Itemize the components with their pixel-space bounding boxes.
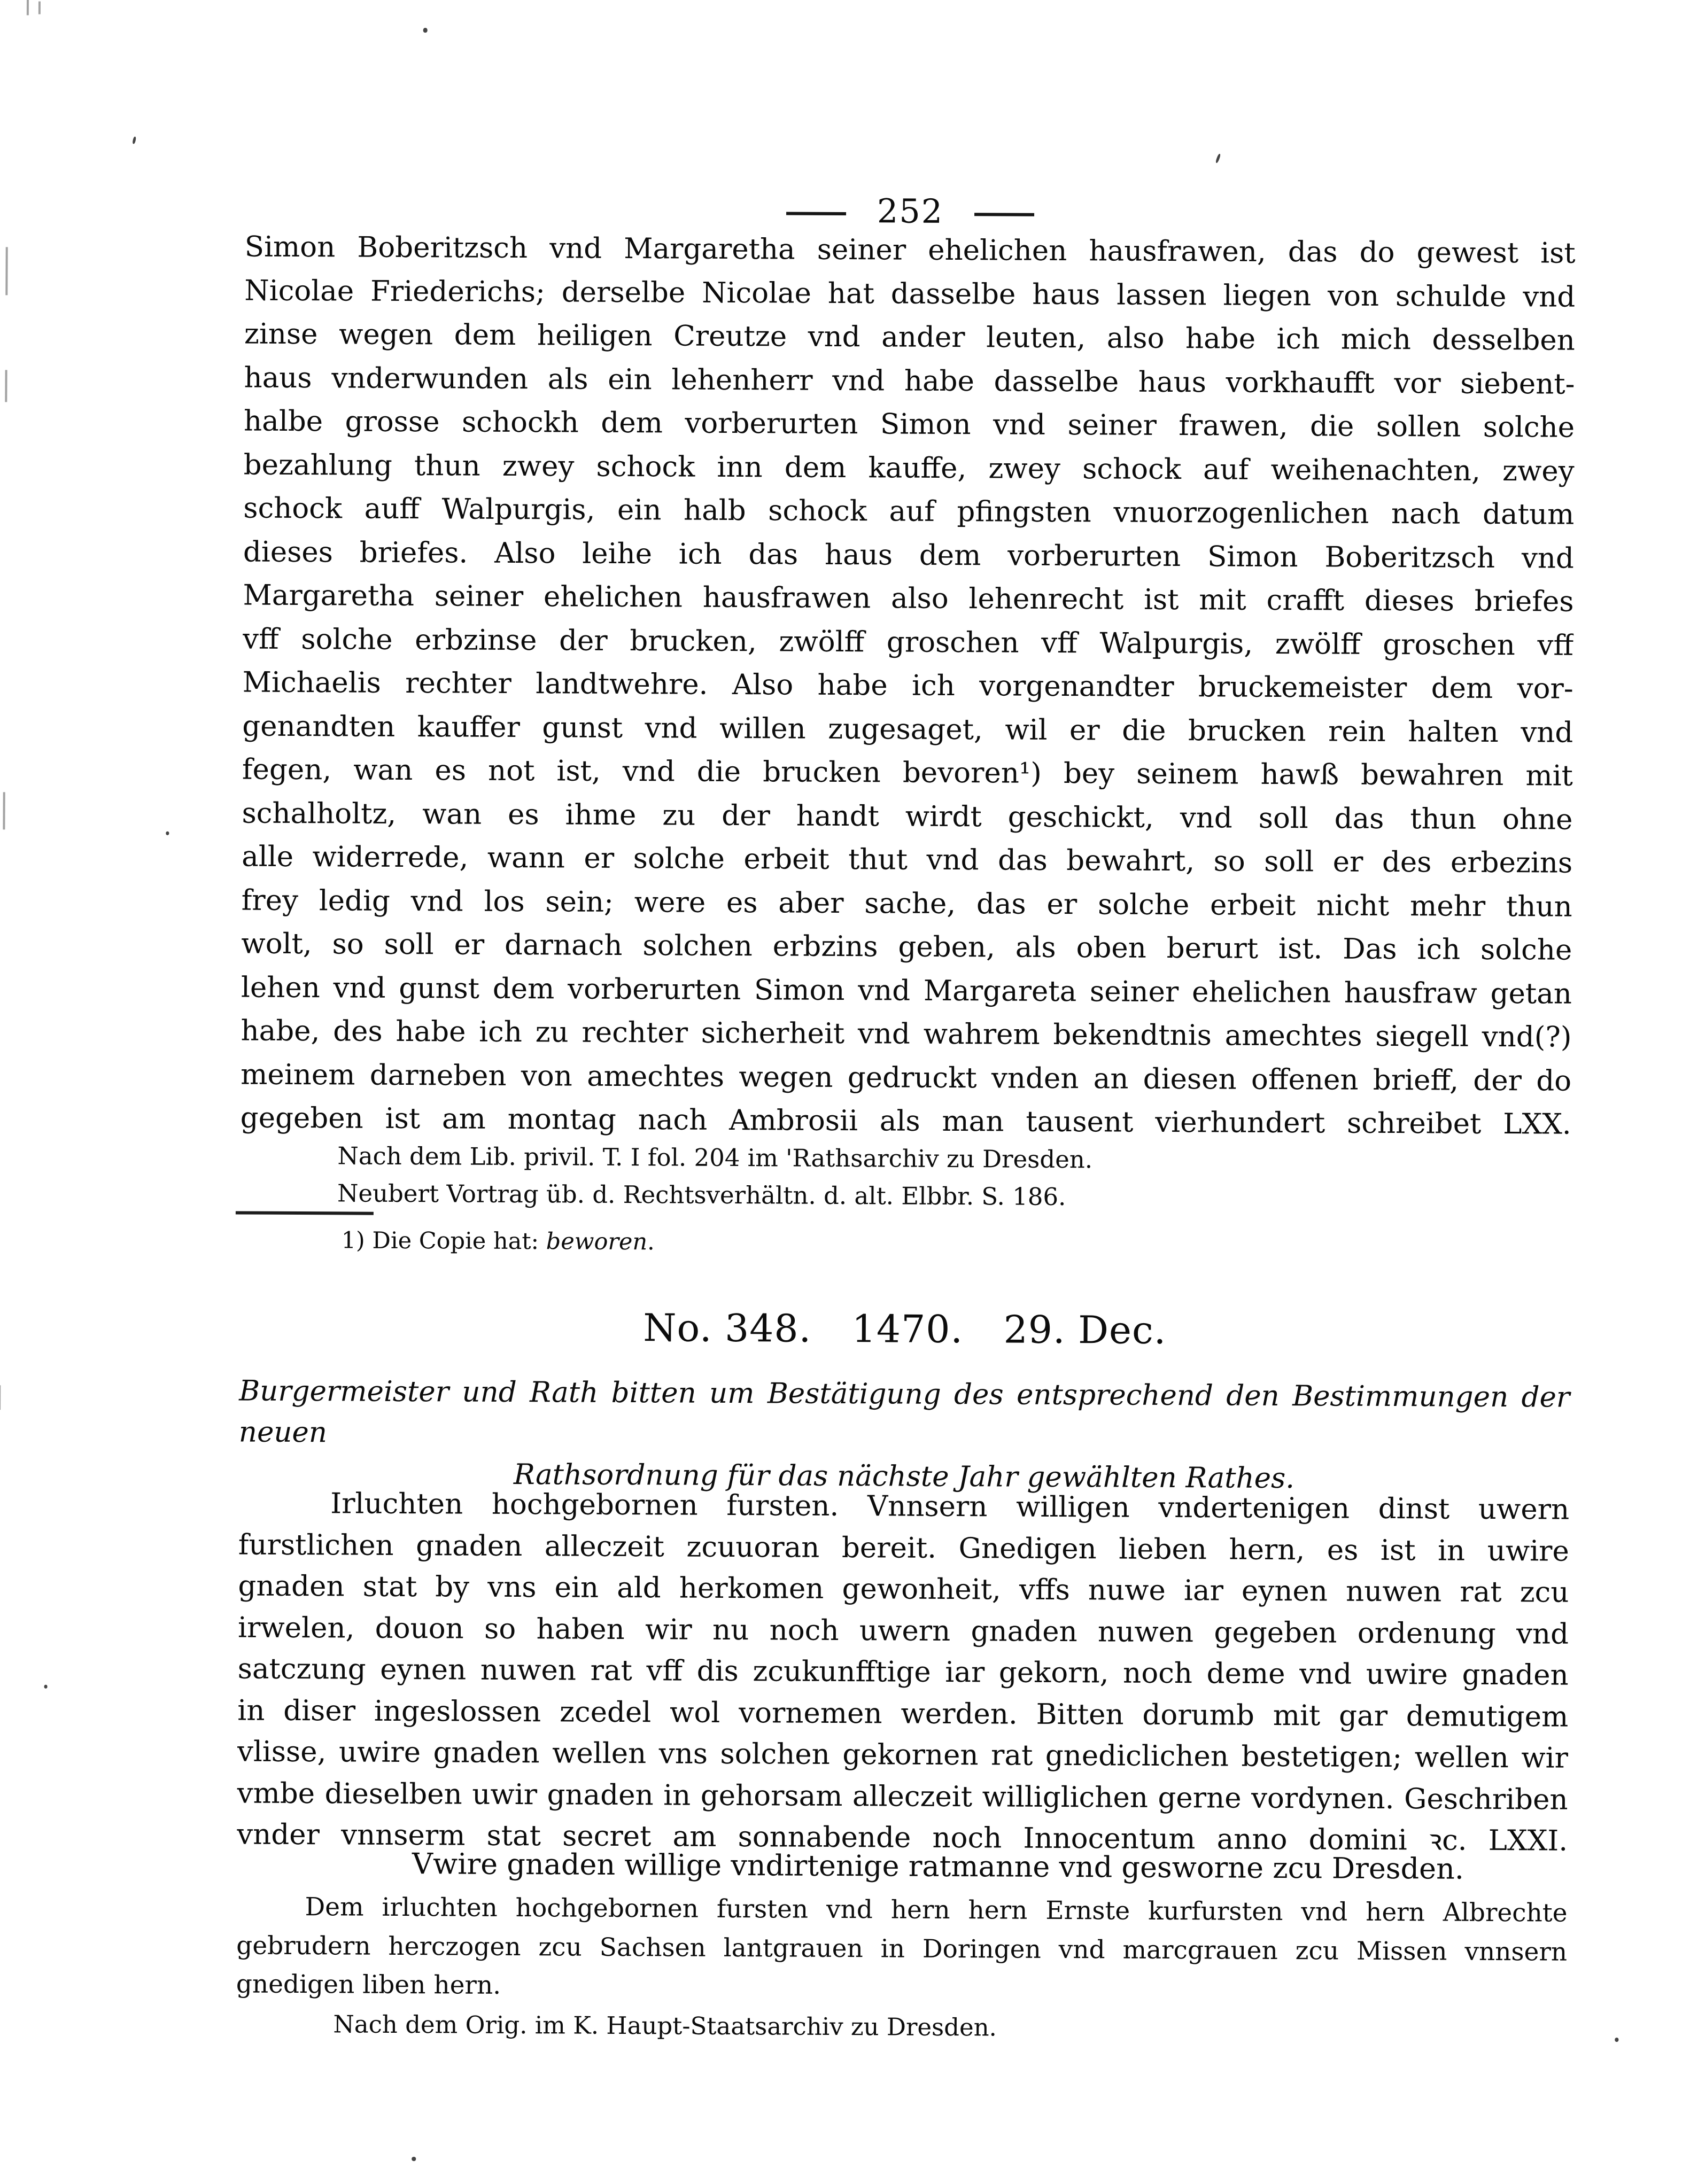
- text-line: schock auff Walpurgis, ein halb schock auf pfingsten vnuorzogenlichen nach datum: [243, 492, 1575, 531]
- scan-artifact: [5, 370, 7, 402]
- signature-line: Vwire gnaden willige vndirtenige ratmanne vnd gesworne zcu Dresden.: [412, 1847, 1464, 1886]
- footnote-italic-word: beworen: [546, 1228, 648, 1256]
- record-heading: [239, 1303, 1570, 1354]
- scan-artifact: [38, 2, 41, 14]
- text-line: vff solche erbzinse der brucken, zwölff groschen vff Walpurgis, zwölff groschen vff: [242, 623, 1574, 662]
- footnote-1: [342, 1227, 655, 1255]
- text-line: vnder vnnserm stat secret am sonnabende noch Innocentum anno domini ꝛc. LXXI.: [237, 1818, 1568, 1857]
- text-line: haus vnderwunden als ein lehenherr vnd habe dasselbe haus vorkhaufft vor siebent-: [244, 361, 1575, 401]
- text-line: vmbe dieselben uwir gnaden in gehorsam alleczeit williglichen gerne vordynen. Geschriben: [237, 1776, 1568, 1816]
- text-line: Nicolae Friederichs; derselbe Nicolae hat dasselbe haus lassen liegen von schulde vnd: [244, 274, 1576, 314]
- text-line: in diser ingeslossen zcedel wol vornemen werden. Bitten dorumb mit gar demutigem: [237, 1693, 1569, 1734]
- text-line: Nach dem Lib. privil. T. I fol. 204 im 'Rathsarchiv zu Dresden.: [337, 1141, 1093, 1174]
- footnote-separator-rule: [236, 1211, 374, 1215]
- text-line: vlisse, uwire gnaden wellen vns solchen gekornen rat gnediclichen bestetigen; wellen wir: [237, 1735, 1569, 1775]
- scan-artifact: [27, 0, 29, 15]
- header-right-rule: [974, 213, 1034, 216]
- text-line: fegen, wan es not ist, vnd die brucken bevoren¹) bey seinem hawß bewahren mit: [242, 753, 1573, 792]
- text-line: Neubert Vortrag üb. d. Rechtsverhältn. d. alt. Elbbr. S. 186.: [337, 1179, 1066, 1211]
- text-line: gnedigen liben hern.: [236, 1969, 501, 2000]
- footnote-text: 1) Die Copie hat:: [341, 1227, 546, 1255]
- text-line: irwelen, douon so haben wir nu noch uwern gnaden nuwen gegeben ordenung vnd: [237, 1611, 1569, 1651]
- text-line: dieses briefes. Also leihe ich das haus dem vorberurten Simon Boberitzsch vnd: [243, 535, 1575, 575]
- address-block: [236, 1887, 1568, 2010]
- record-year: 1470.: [851, 1307, 964, 1352]
- text-line: Simon Boberitzsch vnd Margaretha seiner ehelichen hausfrawen, das do gewest ist: [244, 230, 1576, 270]
- scan-artifact: [44, 1685, 48, 1689]
- text-line: furstlichen gnaden alleczeit zcuuoran bereit. Gnedigen lieben hern, es ist in uwire: [238, 1528, 1569, 1568]
- text-line: meinem darneben von amechtes wegen gedruckt vnden an diesen offenen brieff, der do: [241, 1058, 1572, 1098]
- text-line: satczung eynen nuwen rat vff dis zcukunfftige iar gekorn, noch deme vnd uwire gnaden: [237, 1652, 1569, 1692]
- document-1-source-notes: [337, 1137, 1092, 1216]
- document-1-paragraph: [241, 226, 1576, 1147]
- record-number: No. 348.: [643, 1305, 812, 1351]
- text-line: Margaretha seiner ehelichen hausfrawen also lehenrecht ist mit crafft dieses briefes: [243, 579, 1574, 618]
- text-line: lehen vnd gunst dem vorberurten Simon vnd Margareta seiner ehelichen hausfraw getan: [241, 971, 1572, 1011]
- text-line: Michaelis rechter landtwehre. Also habe ich vorgenandter bruckemeister dem vor-: [242, 666, 1573, 705]
- scan-artifact: [1615, 2038, 1618, 2042]
- scan-artifact: [3, 792, 5, 829]
- text-line: schalholtz, wan es ihme zu der handt wirdt geschickt, vnd soll das thun ohne: [242, 797, 1573, 836]
- record-summary: [238, 1370, 1570, 1500]
- scan-artifact: [132, 136, 136, 144]
- text-line: Irluchten hochgebornen fursten. Vnnsern willigen vndertenigen dinst uwern: [330, 1487, 1570, 1526]
- text-line: habe, des habe ich zu rechter sicherheit vnd wahrem bekendtnis amechtes siegell vnd(?): [241, 1014, 1572, 1054]
- summary-line: Rathsordnung für das nächste Jahr gewählten Rathes.: [513, 1458, 1295, 1495]
- record-date: 29. Dec.: [1003, 1307, 1167, 1353]
- document-2-paragraph: [237, 1482, 1569, 1862]
- text-line: halbe grosse schockh dem vorberurten Simon vnd seiner frawen, die sollen solche: [243, 405, 1575, 444]
- summary-line: Burgermeister und Rath bitten um Bestätigung des entsprechend den Bestimmungen der neuen: [238, 1374, 1570, 1449]
- text-line: bezahlung thun zwey schock inn dem kauffe, zwey schock auf weihenachten, zwey: [243, 448, 1575, 488]
- text-line: gegeben ist am montag nach Ambrosii als man tausent vierhundert schreibet LXX.: [240, 1101, 1571, 1141]
- scan-artifact: [166, 831, 169, 835]
- scan-artifact: [5, 247, 7, 295]
- document-2-source-note: Nach dem Orig. im K. Haupt-Staatsarchiv zu Dresden.: [333, 2010, 997, 2042]
- header-left-rule: [786, 212, 846, 215]
- text-line: zinse wegen dem heiligen Creutze vnd ander leuten, also habe ich mich desselben: [244, 317, 1576, 357]
- page-number: 252: [877, 191, 944, 231]
- footnote-period: .: [647, 1229, 655, 1256]
- text-line: genandten kauffer gunst vnd willen zugesaget, wil er die brucken rein halten vnd: [242, 710, 1573, 749]
- text-line: frey ledig vnd los sein; were es aber sache, das er solche erbeit nicht mehr thun: [241, 884, 1572, 923]
- scan-artifact: [1215, 153, 1221, 164]
- text-line: alle widerrede, wann er solche erbeit thut vnd das bewahrt, so soll er des erbezins: [242, 840, 1573, 880]
- scan-artifact: [423, 28, 428, 33]
- text-line: gnaden stat by vns ein ald herkomen gewonheit, vffs nuwe iar eynen nuwen rat zcu: [238, 1569, 1569, 1609]
- text-line: wolt, so soll er darnach solchen erbzins geben, als oben berurt ist. Das ich solche: [241, 927, 1572, 967]
- text-line: Dem irluchten hochgebornen fursten vnd hern hern Ernste kurfursten vnd hern Albrechte: [305, 1892, 1568, 1928]
- text-line: gebrudern herczogen zcu Sachsen lantgrauen in Doringen vnd marcgrauen zcu Missen vnnsern: [236, 1930, 1568, 1967]
- scan-artifact: [0, 1385, 1, 1410]
- scan-artifact: [412, 2157, 416, 2161]
